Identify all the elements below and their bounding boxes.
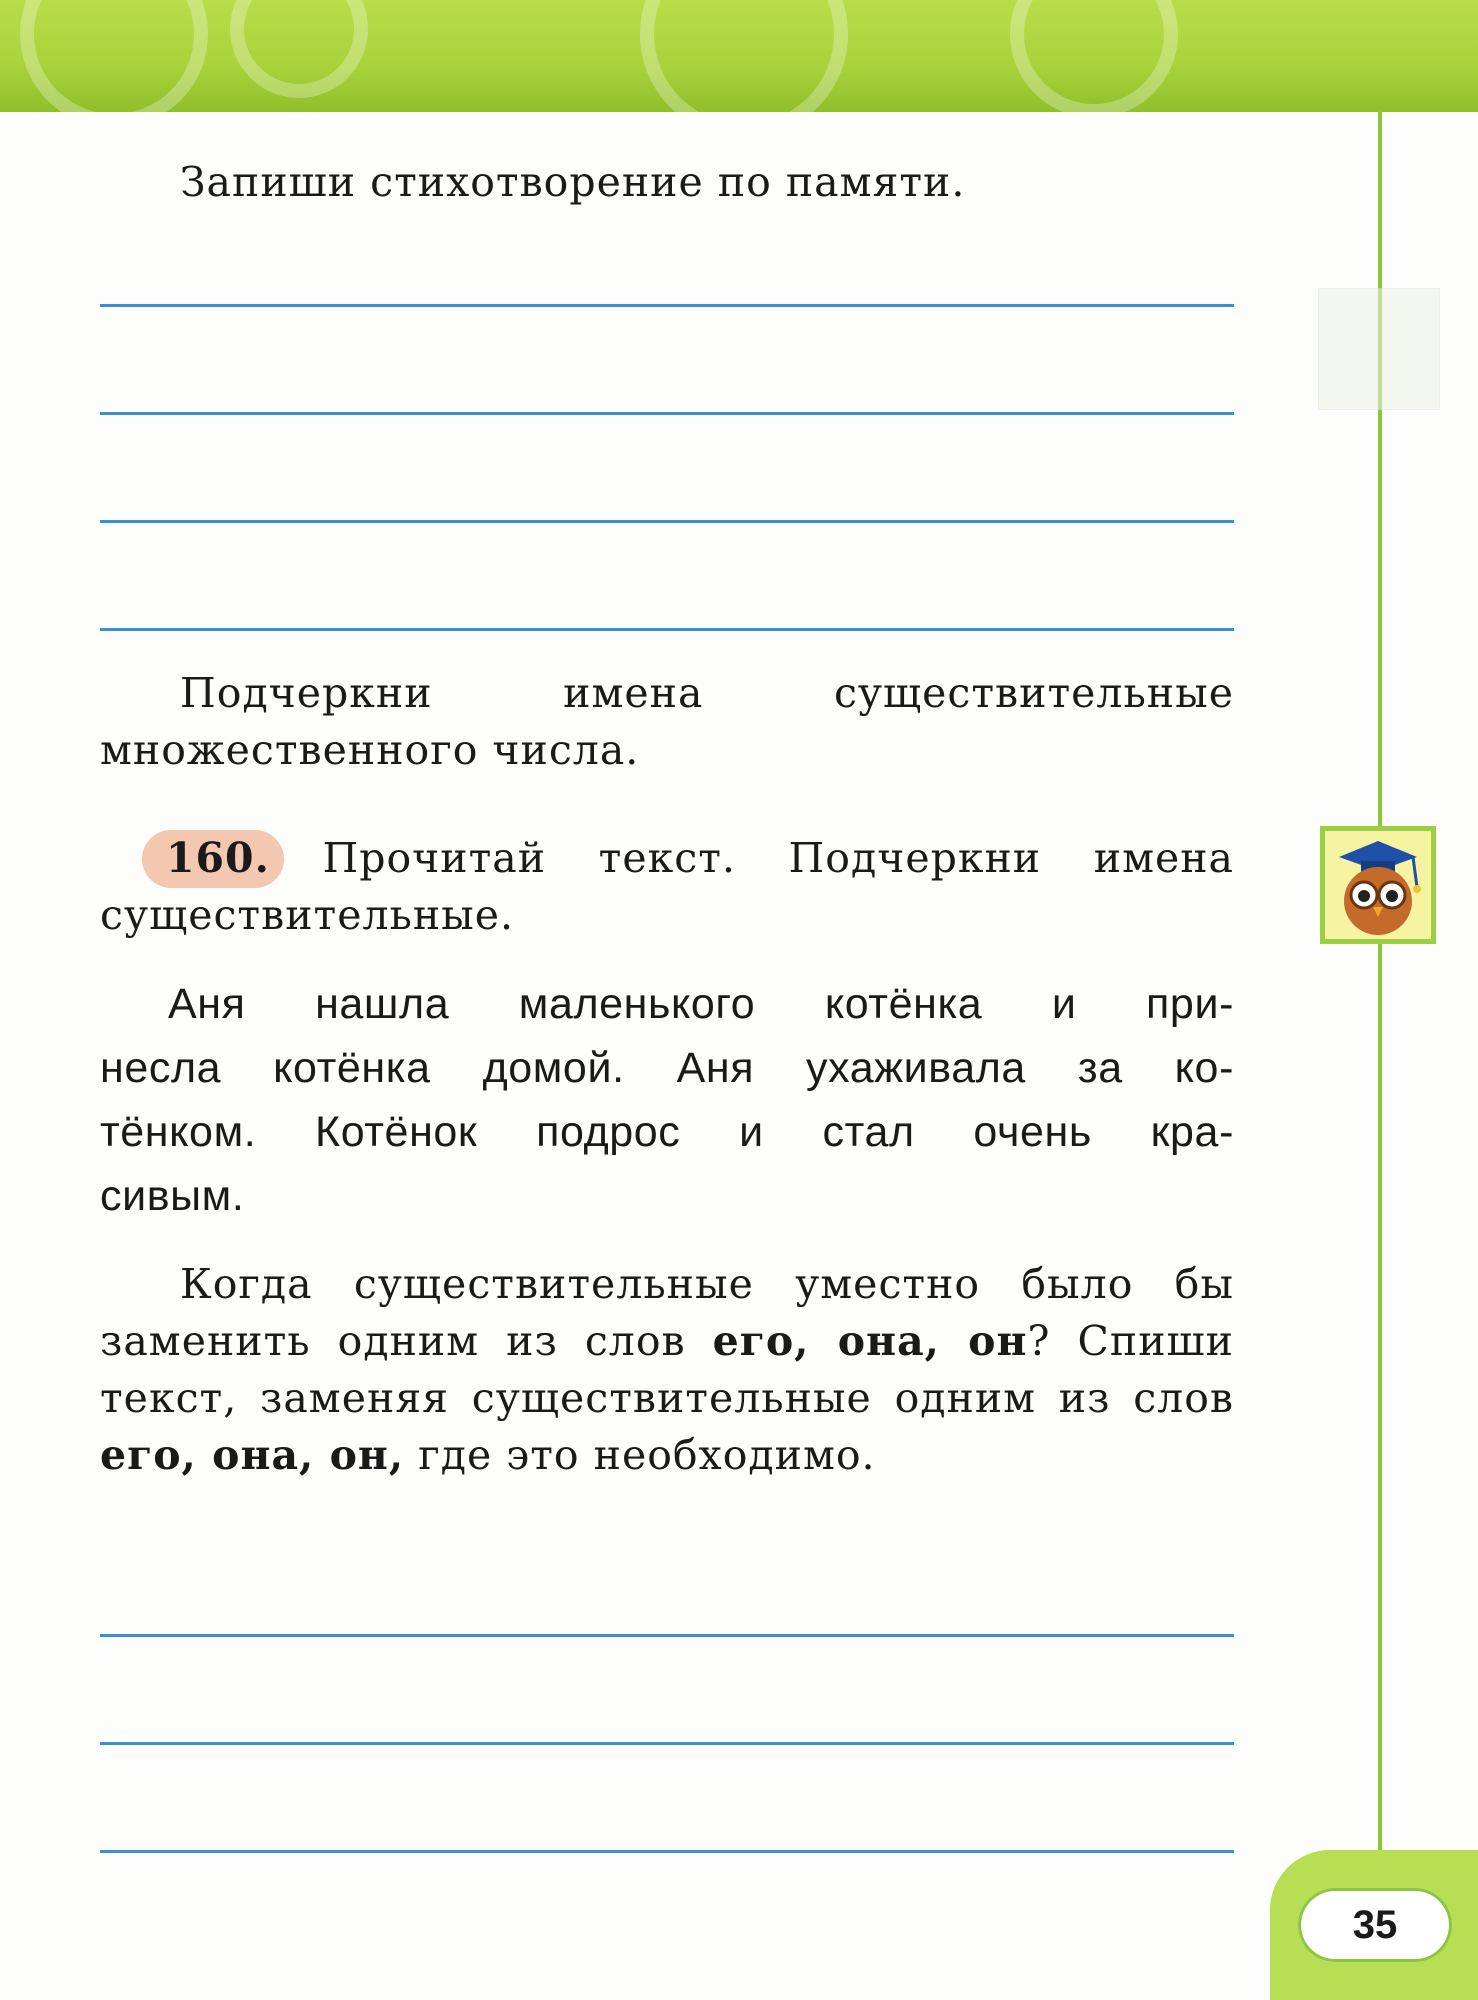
question-part1: Когда существительные уместно было бы заменить одним из слов: [100, 1260, 1234, 1365]
writing-line[interactable]: [100, 1742, 1234, 1745]
writing-line[interactable]: [100, 1634, 1234, 1637]
story-line2: несла котёнка домой. Аня ухаживала за ко-: [100, 1044, 1234, 1092]
writing-line[interactable]: [100, 628, 1234, 631]
question-part2: ? Спиши текст, заменяя существительные одним из слов: [100, 1317, 1234, 1422]
question-paragraph: [100, 1256, 1234, 1484]
owl-scholar-icon: [1320, 826, 1436, 944]
exercise-instruction-line2: существительные.: [100, 891, 515, 939]
question-part3: где это необходимо.: [404, 1431, 876, 1479]
question-pronouns-1: его, она, он: [712, 1317, 1028, 1365]
task-underline-plural-line1: Подчеркни имена существительные: [180, 669, 1234, 717]
story-line4: сивым.: [100, 1172, 245, 1220]
exercise-instruction-line1: [166, 830, 1234, 887]
task-recite: Запиши стихотворение по памяти.: [180, 158, 966, 206]
writing-line[interactable]: [100, 520, 1234, 523]
writing-line[interactable]: [100, 1850, 1234, 1853]
story-line3: тёнком. Котёнок подрос и стал очень кра-: [100, 1108, 1234, 1156]
question-pronouns-2: его, она, он,: [100, 1431, 405, 1479]
page-number: 35: [1298, 1888, 1452, 1962]
top-banner: [0, 0, 1478, 112]
story-line1: Аня нашла маленького котёнка и при-: [168, 980, 1234, 1028]
exercise-instruction-text: Прочитай текст. Подчеркни имена: [322, 834, 1234, 882]
show-through-image: [1318, 288, 1440, 410]
writing-line[interactable]: [100, 412, 1234, 415]
exercise-number: 160.: [166, 834, 270, 882]
writing-line[interactable]: [100, 304, 1234, 307]
task-underline-plural-line2: множественного числа.: [100, 726, 640, 774]
